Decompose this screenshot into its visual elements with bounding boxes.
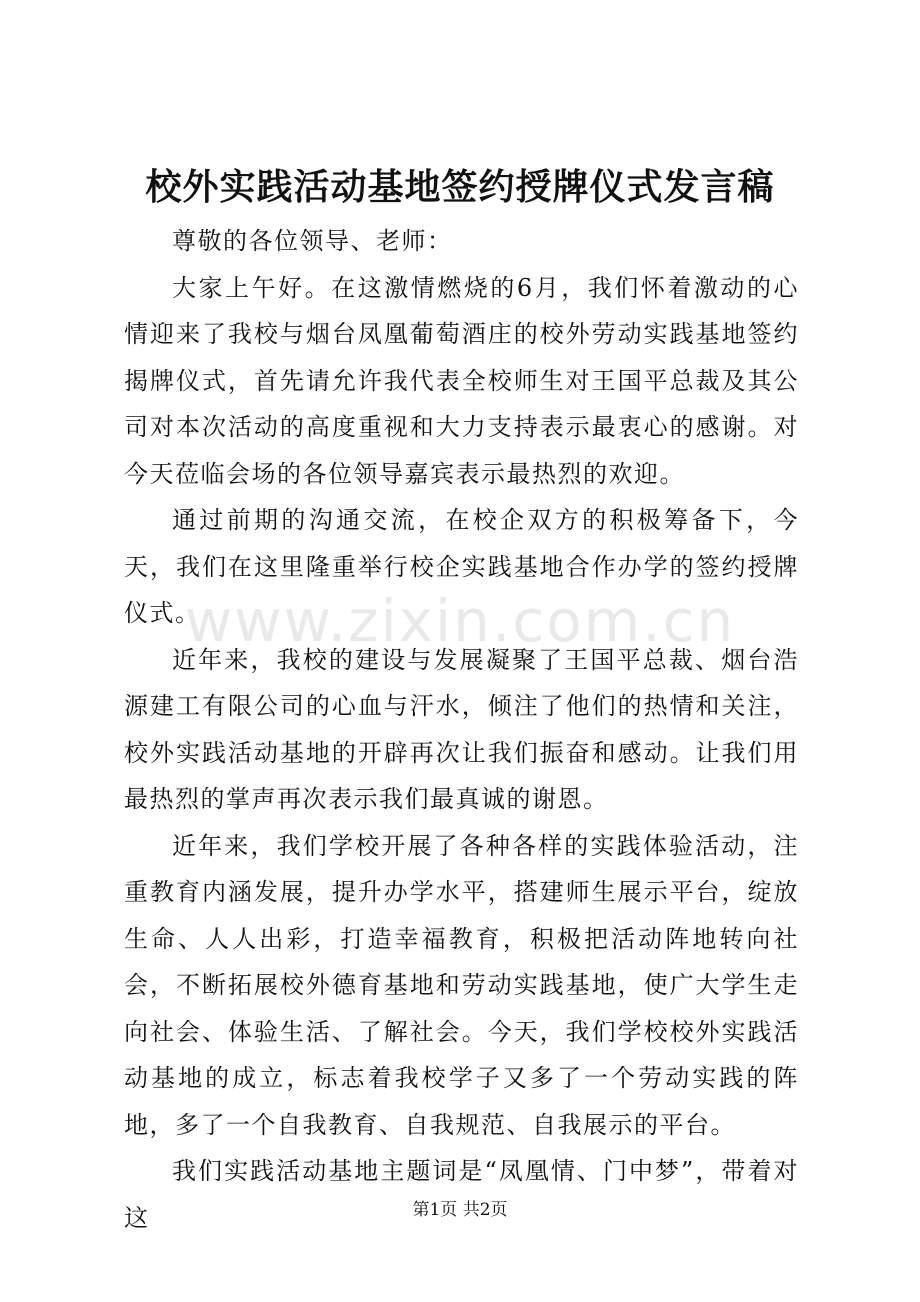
document-body [124, 218, 799, 1241]
paragraph-2: 通过前期的沟通交流，在校企双方的积极筹备下，今天，我们在这里隆重举行校企实践基地合作办学的签约授牌仪式。 [124, 506, 799, 627]
watermark-text: www.zixin.com.cn [184, 587, 736, 655]
paragraph-1: 大家上午好。在这激情燃烧的6月，我们怀着激动的心情迎来了我校与烟台凤凰葡萄酒庄的校外劳动实践基地签约揭牌仪式，首先请允许我代表全校师生对王国平总裁及其公司对本次活动的高度重视和大力支持表示最衷心的感谢。对今天莅临会场的各位领导嘉宾表示最热烈的欢迎。 [124, 273, 799, 488]
paragraph-5: 我们实践活动基地主题词是“凤凰情、门中梦”，带着对这 [124, 1157, 799, 1232]
paragraph-4: 近年来，我们学校开展了各种各样的实践体验活动，注重教育内涵发展，提升办学水平，搭建师生展示平台，绽放生命、人人出彩，打造幸福教育，积极把活动阵地转向社会，不断拓展校外德育基地和劳动实践基地，使广大学生走向社会、体验生活、了解社会。今天，我们学校校外实践活动基地的成立，标志着我校学子又多了一个劳动实践的阵地，多了一个自我教育、自我规范、自我展示的平台。 [124, 831, 799, 1139]
page-number: 第1页 共2页 [412, 1200, 508, 1220]
paragraph-3: 近年来，我校的建设与发展凝聚了王国平总裁、烟台浩源建工有限公司的心血与汗水，倾注了他们的热情和关注，校外实践活动基地的开辟再次让我们振奋和感动。让我们用最热烈的掌声再次表示我们最真诚的谢恩。 [124, 645, 799, 813]
paragraph-salutation: 尊敬的各位领导、老师： [172, 227, 453, 255]
document-title: 校外实践活动基地签约授牌仪式发言稿 [145, 166, 775, 208]
